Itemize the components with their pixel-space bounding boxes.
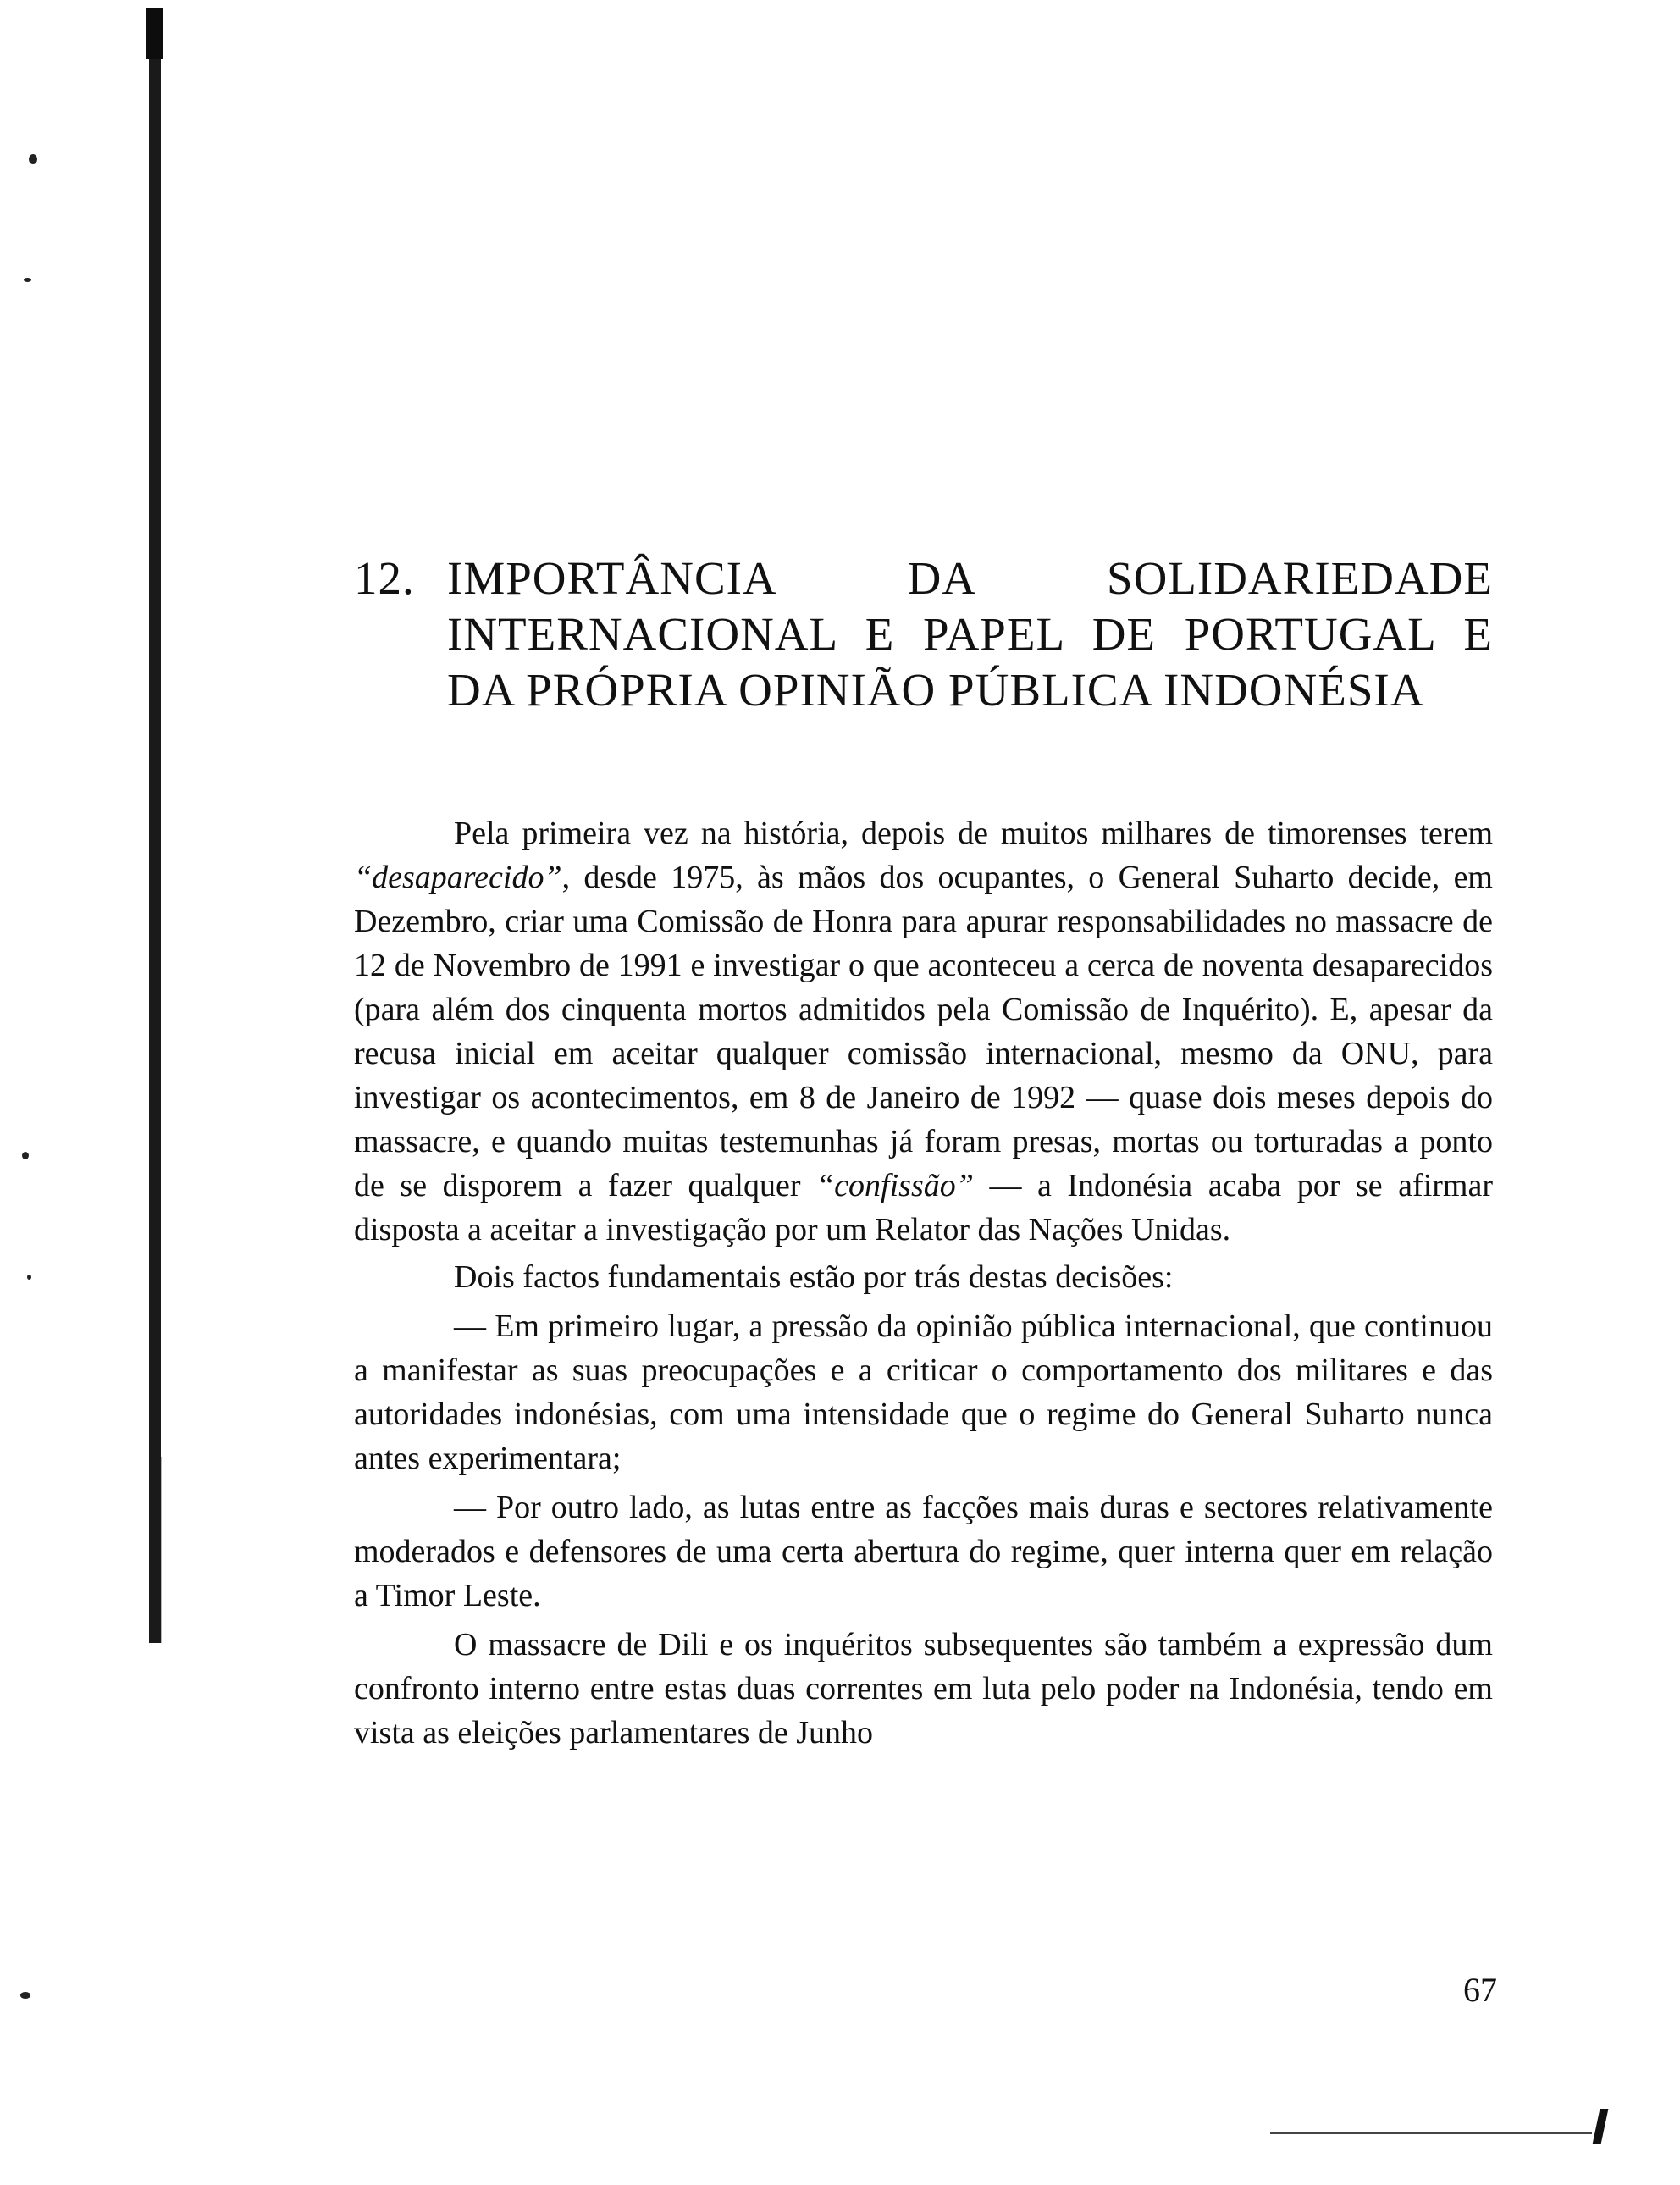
body-paragraph [354,811,1493,1252]
body-paragraph: — Em primeiro lugar, a pressão da opinião pública internacional, que continuou a manifestar as suas preocupações e a criticar o comportamento dos militares e das autoridades indonésias, com uma intensidade que o regime do General Suharto nunca antes experimentara; [354,1308,1493,1476]
paragraph-text: Pela primeira vez na história, depois de muitos milhares de timorenses terem [454,816,1493,851]
footer-rule [1270,2132,1592,2134]
paragraph-text: , desde 1975, às mãos dos ocupantes, o General Suharto decide, em Dezembro, criar uma Comissão de Honra para apurar responsabilidades no massacre de 12 de Novembro de 1991 e investigar o que aconteceu a cerca de noventa desaparecidos (para além dos cinquenta mortos admitidos pela Comissão de Inquérito). E, apesar da recusa inicial em aceitar qualquer comissão internacional, mesmo da ONU, para investigar os acontecimentos, em 8 de Janeiro de 1992 — quase dois meses depois do massacre, e quando muitas testemunhas já foram presas, mortas ou torturadas a ponto de se disporem a fazer qualquer [354,860,1493,1203]
chapter-number: 12. [354,552,415,604]
scan-speck [29,154,37,164]
scan-speck [27,1275,31,1280]
body-paragraph: — Por outro lado, as lutas entre as facções mais duras e sectores relativamente moderados e defensores de uma certa abertura do regime, quer interna quer em relação a Timor Leste. [354,1490,1493,1613]
page-content [354,550,1493,1760]
chapter-title: IMPORTÂNCIA DA SOLIDARIEDADE INTERNACIONAL E PAPEL DE PORTUGAL E DA PRÓPRIA OPINIÃO PÚBLICA INDONÉSIA [447,552,1493,716]
body-paragraph: O massacre de Dili e os inquéritos subsequentes são também a expressão dum confronto interno entre estas duas correntes em luta pelo poder na Indonésia, tendo em vista as eleições parlamentares de Junho [354,1627,1493,1751]
body-paragraph: Dois factos fundamentais estão por trás destas decisões: [454,1259,1174,1295]
italic-term: “desaparecido” [354,860,562,895]
italic-term: “confissão” [816,1168,974,1203]
margin-rule [161,1457,162,1643]
scan-edge-bar-top [146,8,163,59]
chapter-heading [354,550,1493,718]
paragraph-text: — a Indonésia acaba por se afirmar disposta a aceitar a investigação por um Relator das Nações Unidas. [354,1168,1493,1247]
scan-edge-bar [149,8,161,1643]
scan-speck [22,1152,29,1159]
scan-speck [20,1992,30,1999]
scan-speck [24,278,31,282]
page-number: 67 [1463,1971,1497,2009]
footer-mark [1593,2109,1609,2144]
